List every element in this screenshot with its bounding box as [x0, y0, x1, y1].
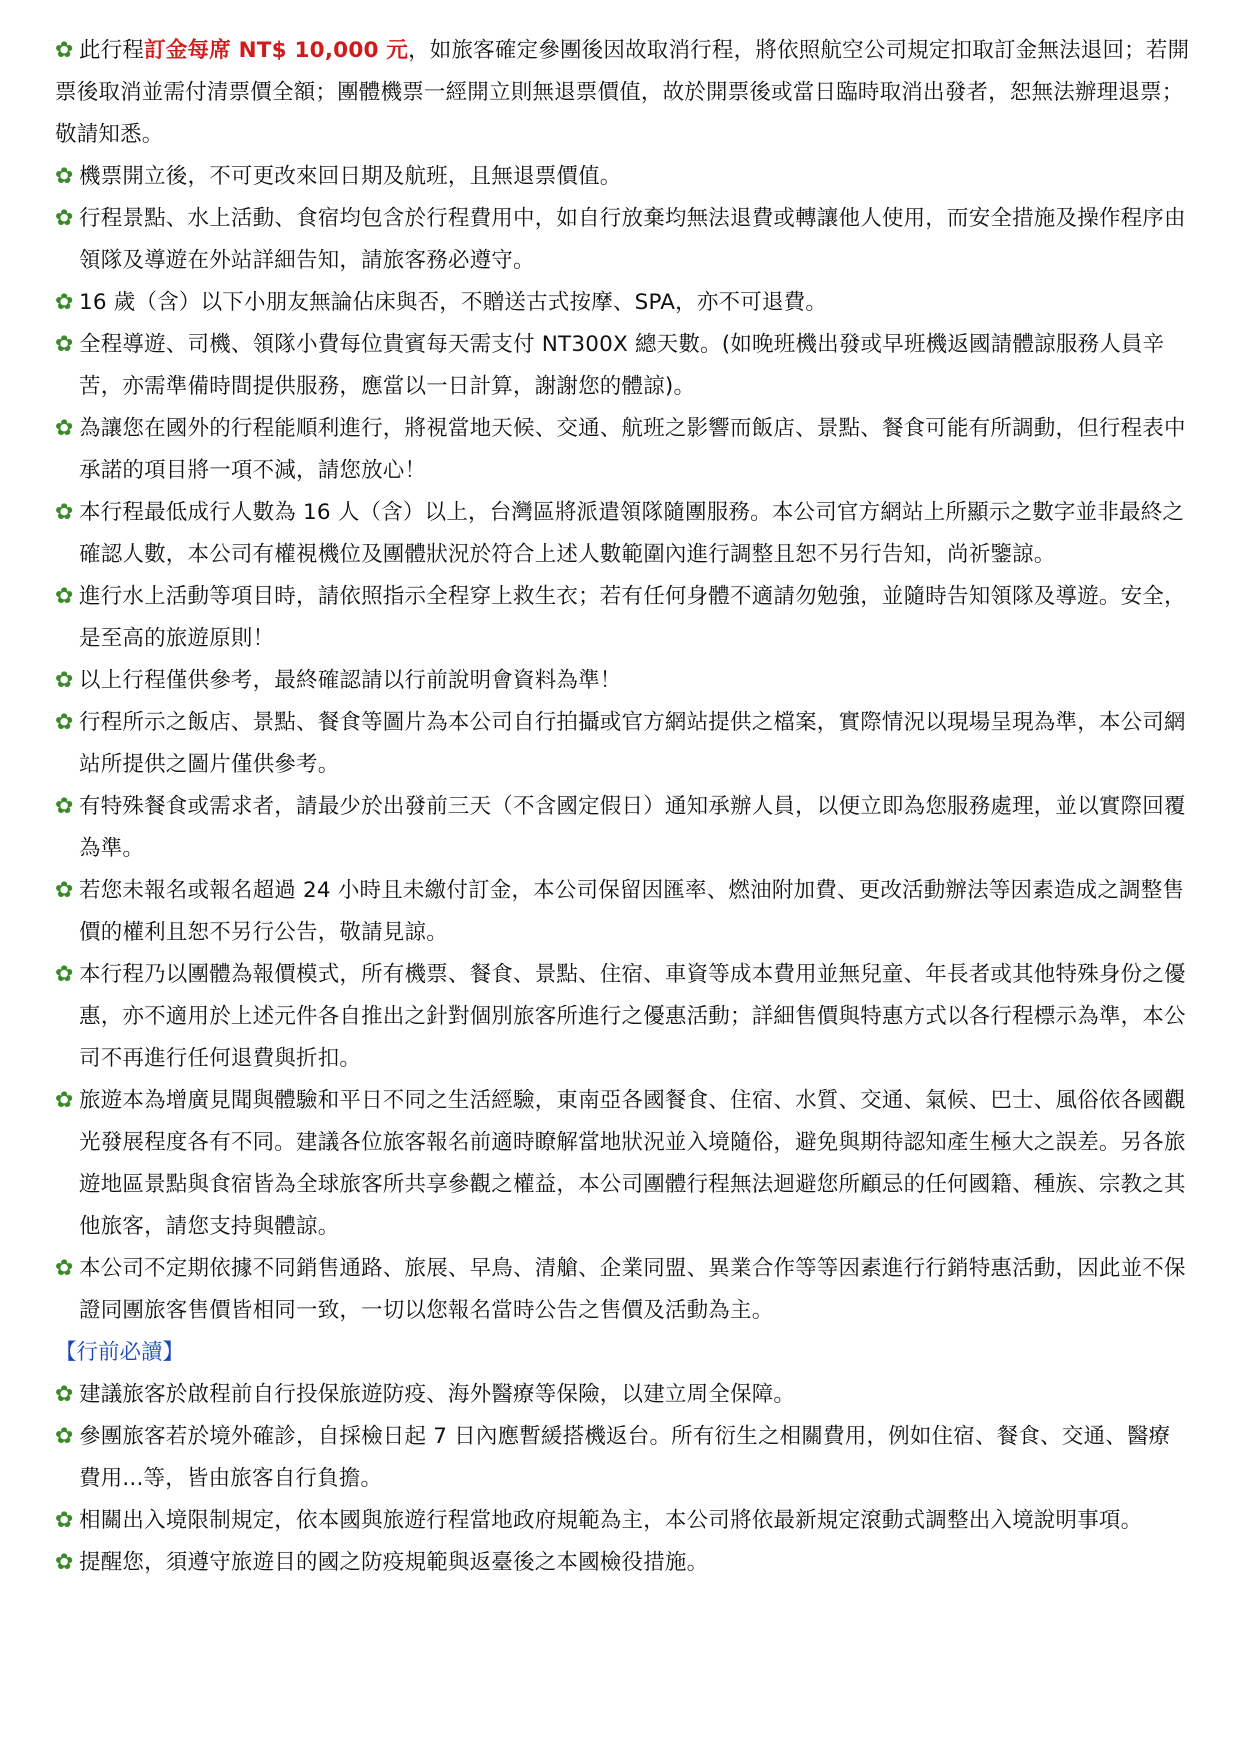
item-text: 參團旅客若於境外確診，自採檢日起 7 日內應暫緩搭機返台。所有衍生之相關費用，例如住宿、餐食、交通、醫療費用...等，皆由旅客自行負擔。: [79, 1424, 1171, 1491]
flower-bullet-icon: ✿: [55, 878, 74, 903]
flower-bullet-icon: ✿: [55, 794, 74, 819]
flower-bullet-icon: ✿: [55, 1508, 74, 1533]
list-item: [55, 492, 1191, 576]
list-item: [55, 1374, 1191, 1416]
item-text: 行程景點、水上活動、食宿均包含於行程費用中，如自行放棄均無法退費或轉讓他人使用，而安全措施及操作程序由領隊及導遊在外站詳細告知，請旅客務必遵守。: [79, 206, 1186, 273]
item-text: 行程所示之飯店、景點、餐食等圖片為本公司自行拍攝或官方網站提供之檔案，實際情況以現場呈現為準，本公司網站所提供之圖片僅供參考。: [79, 710, 1186, 777]
item-text: 以上行程僅供參考，最終確認請以行前說明會資料為準！: [79, 668, 622, 693]
list-item: [55, 786, 1191, 870]
list-item: [55, 1248, 1191, 1332]
item-text: 16 歲（含）以下小朋友無論佔床與否，不贈送古式按摩、SPA，亦不可退費。: [79, 290, 828, 315]
item-text: 建議旅客於啟程前自行投保旅遊防疫、海外醫療等保險，以建立周全保障。: [79, 1382, 796, 1407]
flower-bullet-icon: ✿: [55, 332, 74, 357]
list-item: [55, 324, 1191, 408]
flower-bullet-icon: ✿: [55, 710, 74, 735]
item-text: 有特殊餐食或需求者，請最少於出發前三天（不含國定假日）通知承辦人員，以便立即為您服務處理，並以實際回覆為準。: [79, 794, 1186, 861]
flower-bullet-icon: ✿: [55, 1088, 74, 1113]
item-text: 本行程最低成行人數為 16 人（含）以上，台灣區將派遣領隊隨團服務。本公司官方網站上所顯示之數字並非最終之確認人數，本公司有權視機位及團體狀況於符合上述人數範圍內進行調整且恕不另行告知，尚祈鑒諒。: [79, 500, 1185, 567]
list-item: [55, 282, 1191, 324]
item-text: [55, 30, 1191, 156]
list-item: [55, 198, 1191, 282]
flower-bullet-icon: ✿: [55, 500, 74, 525]
flower-bullet-icon: ✿: [55, 1382, 74, 1407]
item-text: 旅遊本為增廣見聞與體驗和平日不同之生活經驗，東南亞各國餐食、住宿、水質、交通、氣候、巴士、風俗依各國觀光發展程度各有不同。建議各位旅客報名前適時瞭解當地狀況並入境隨俗，避免與期待認知產生極大之誤差。另各旅遊地區景點與食宿皆為全球旅客所共享參觀之權益，本公司團體行程無法迴避您所顧忌的任何國籍、種族、宗教之其他旅客，請您支持與體諒。: [79, 1088, 1186, 1239]
flower-bullet-icon: ✿: [55, 584, 74, 609]
list-item: [55, 156, 1191, 198]
text-run: 此行程: [79, 38, 145, 63]
item-text: 進行水上活動等項目時，請依照指示全程穿上救生衣；若有任何身體不適請勿勉強，並隨時告知領隊及導遊。安全，是至高的旅遊原則！: [79, 584, 1186, 651]
section-title: 【行前必讀】: [55, 1340, 185, 1365]
flower-bullet-icon: ✿: [55, 1256, 74, 1281]
flower-bullet-icon: ✿: [55, 1424, 74, 1449]
flower-bullet-icon: ✿: [55, 1550, 74, 1575]
flower-bullet-icon: ✿: [55, 206, 74, 231]
flower-bullet-icon: ✿: [55, 416, 74, 441]
deposit-highlight: 訂金每席 NT$ 10,000 元: [144, 38, 409, 63]
item-text: 機票開立後，不可更改來回日期及航班，且無退票價值。: [79, 164, 622, 189]
item-text: 全程導遊、司機、領隊小費每位貴賓每天需支付 NT300X 總天數。(如晚班機出發或早班機返國請體諒服務人員辛苦，亦需準備時間提供服務，應當以一日計算，謝謝您的體諒)。: [79, 332, 1165, 399]
list-item: [55, 1416, 1191, 1500]
list-item: [55, 408, 1191, 492]
list-item: [55, 702, 1191, 786]
item-text: 本公司不定期依據不同銷售通路、旅展、早鳥、清艙、企業同盟、異業合作等等因素進行行銷特惠活動，因此並不保證同團旅客售價皆相同一致，一切以您報名當時公告之售價及活動為主。: [79, 1256, 1186, 1323]
item-text: 若您未報名或報名超過 24 小時且未繳付訂金，本公司保留因匯率、燃油附加費、更改活動辦法等因素造成之調整售價的權利且恕不另行公告，敬請見諒。: [79, 878, 1185, 945]
text-run: ，如旅客確定參團後因故取消行程，將依照航空公司規定扣取訂金無法退回；若開票後取消並需付清票價全額；團體機票一經開立則無退票價值，故於開票後或當日臨時取消出發者，恕無法辦理退票；敬請知悉。: [55, 38, 1190, 147]
list-item: [55, 870, 1191, 954]
flower-bullet-icon: ✿: [55, 668, 74, 693]
list-item: [55, 1080, 1191, 1248]
list-item: [55, 576, 1191, 660]
item-text: 本行程乃以團體為報價模式，所有機票、餐食、景點、住宿、車資等成本費用並無兒童、年長者或其他特殊身份之優惠，亦不適用於上述元件各自推出之針對個別旅客所進行之優惠活動；詳細售價與特惠方式以各行程標示為準，本公司不再進行任何退費與折扣。: [79, 962, 1186, 1071]
item-text: 為讓您在國外的行程能順利進行，將視當地天候、交通、航班之影響而飯店、景點、餐食可能有所調動，但行程表中承諾的項目將一項不減，請您放心！: [79, 416, 1186, 483]
list-item: [55, 1542, 1191, 1584]
item-text: 相關出入境限制規定，依本國與旅遊行程當地政府規範為主，本公司將依最新規定滾動式調整出入境說明事項。: [79, 1508, 1143, 1533]
list-item: [55, 1500, 1191, 1542]
flower-bullet-icon: ✿: [55, 962, 74, 987]
list-item: [55, 660, 1191, 702]
list-item: [55, 30, 1191, 156]
flower-bullet-icon: ✿: [55, 38, 74, 63]
flower-bullet-icon: ✿: [55, 290, 74, 315]
flower-bullet-icon: ✿: [55, 164, 74, 189]
list-item: [55, 954, 1191, 1080]
item-text: 提醒您，須遵守旅遊目的國之防疫規範與返臺後之本國檢役措施。: [79, 1550, 709, 1575]
